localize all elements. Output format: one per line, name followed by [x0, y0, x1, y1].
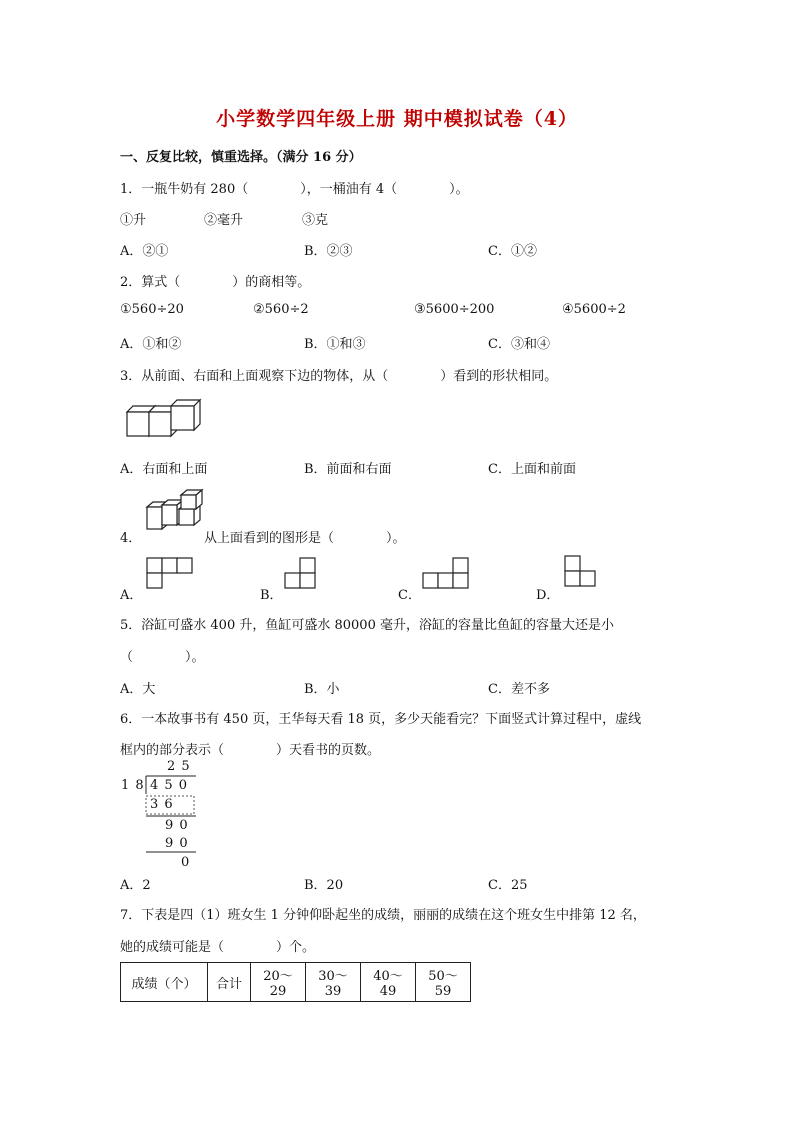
- table-row: [121, 963, 471, 1002]
- q1-unit-1: ①升: [120, 213, 147, 228]
- q4-option-c[interactable]: C．: [398, 588, 421, 603]
- question-2-stem: 2．算式（ ）的商相等。: [120, 275, 311, 290]
- q3-option-a[interactable]: A．右面和上面: [120, 462, 208, 477]
- q6-option-b[interactable]: B．20: [304, 878, 344, 893]
- question-6-stem-line2: 框内的部分表示（ ）天看书的页数。: [120, 743, 381, 758]
- q3-cubes-figure: [124, 396, 210, 440]
- q4-option-d-shape: [564, 555, 598, 589]
- question-4-number: 4．: [120, 531, 142, 546]
- question-5-stem-line2: （ ）。: [120, 650, 205, 665]
- division-divisor: 1 8: [121, 778, 145, 793]
- q5-option-c[interactable]: C．差不多: [488, 682, 550, 697]
- q1-option-a[interactable]: A．②①: [120, 244, 169, 259]
- q6-option-a[interactable]: A．2: [120, 878, 151, 893]
- question-7-stem: 7．下表是四（1）班女生 1 分钟仰卧起坐的成绩，丽丽的成绩在这个班女生中排第 12 名，: [120, 908, 646, 923]
- dashed-box: [146, 796, 194, 814]
- question-7-stem-line2: 她的成绩可能是（ ）个。: [120, 940, 316, 955]
- q4-option-c-shape: [422, 557, 470, 591]
- page-title: 小学数学四年级上册 期中模拟试卷（4）: [216, 108, 578, 130]
- q2-expr-1: ①560÷20: [120, 302, 184, 317]
- q4-option-d[interactable]: D．: [536, 588, 560, 603]
- division-dividend: 4 5 0: [150, 778, 189, 793]
- question-4-stem: 从上面看到的图形是（ ）。: [204, 531, 406, 546]
- q4-option-b-shape: [284, 557, 318, 591]
- division-row-1: 3 6: [150, 797, 174, 812]
- q5-option-a[interactable]: A．大: [120, 682, 156, 697]
- table-cell: 20～29: [251, 963, 306, 1002]
- question-5-stem: 5．浴缸可盛水 400 升，鱼缸可盛水 80000 毫升，浴缸的容量比鱼缸的容量大还是小: [120, 618, 614, 633]
- q2-expr-3: ③5600÷200: [414, 302, 495, 317]
- table-cell: 成绩（个）: [121, 963, 208, 1002]
- question-1-stem: 1．一瓶牛奶有 280（ ），一桶油有 4（ ）。: [120, 182, 469, 197]
- q2-expr-4: ④5600÷2: [562, 302, 626, 317]
- q4-option-b[interactable]: B．: [260, 588, 283, 603]
- section-heading: 一、反复比较，慎重选择。（满分 16 分）: [120, 150, 362, 165]
- question-6-stem: 6．一本故事书有 450 页，王华每天看 18 页，多少天能看完？下面竖式计算过程中，虚线: [120, 712, 642, 727]
- q4-option-a-shape: [146, 557, 194, 591]
- table-cell: 50～59: [416, 963, 471, 1002]
- q4-option-a[interactable]: A．: [120, 588, 143, 603]
- q1-unit-3: ③克: [302, 213, 329, 228]
- table-cell: 30～39: [306, 963, 361, 1002]
- division-lines: [140, 772, 200, 856]
- q2-option-c[interactable]: C．③和④: [488, 337, 550, 352]
- question-3-stem: 3．从前面、右面和上面观察下边的物体，从（ ）看到的形状相同。: [120, 369, 558, 384]
- q3-option-c[interactable]: C．上面和前面: [488, 462, 576, 477]
- q3-option-b[interactable]: B．前面和右面: [304, 462, 392, 477]
- q2-option-b[interactable]: B．①和③: [304, 337, 366, 352]
- division-row-2: 9 0: [165, 818, 189, 833]
- cube-3: [171, 400, 200, 430]
- division-row-3: 9 0: [165, 836, 189, 851]
- table-cell: 合计: [208, 963, 251, 1002]
- score-table: [120, 962, 471, 1002]
- q1-unit-2: ②毫升: [204, 213, 244, 228]
- division-remainder: 0: [181, 855, 190, 870]
- q2-option-a[interactable]: A．①和②: [120, 337, 182, 352]
- table-cell: 40～49: [361, 963, 416, 1002]
- q1-option-c[interactable]: C．①②: [488, 244, 537, 259]
- q4-cubes-figure: [145, 489, 205, 531]
- q2-expr-2: ②560÷2: [253, 302, 309, 317]
- division-quotient: 2 5: [167, 759, 191, 774]
- q1-option-b[interactable]: B．②③: [304, 244, 353, 259]
- q5-option-b[interactable]: B．小: [304, 682, 340, 697]
- q6-option-c[interactable]: C．25: [488, 878, 528, 893]
